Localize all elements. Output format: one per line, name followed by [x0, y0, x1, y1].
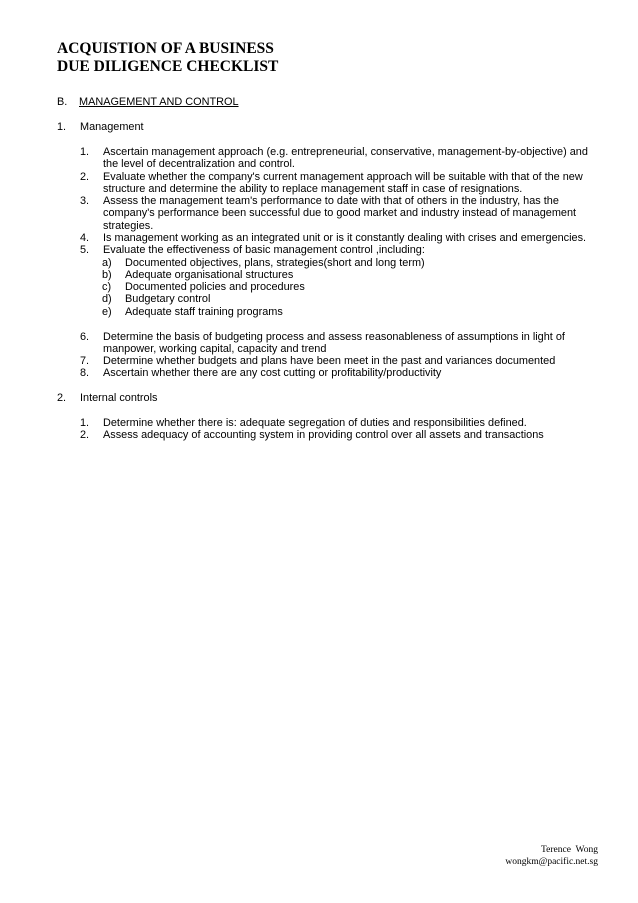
item-text: Evaluate whether the company's current management approach will be suitable with that of the new structure and determine the ability to replace management staff in case of resignations.: [103, 171, 583, 196]
item-number: 2.: [80, 429, 90, 441]
subsection-internal-controls: [57, 392, 157, 404]
subsection-management: [57, 121, 144, 133]
section-number: B.: [57, 96, 68, 108]
author-email: wongkm@pacific.net.sg: [505, 857, 598, 867]
author-name: Terence Wong: [541, 845, 598, 855]
list-item: [80, 331, 602, 356]
item-text: Determine whether budgets and plans have been meet in the past and variances documented: [103, 355, 556, 367]
item-number: 1.: [80, 146, 90, 158]
item-text: Is management working as an integrated unit or is it constantly dealing with crises and emergencies.: [103, 232, 587, 244]
list-item: [80, 429, 602, 441]
item-number: 3.: [80, 195, 90, 207]
item-text: Evaluate the effectiveness of basic management control ,including:: [103, 244, 425, 256]
sub-list-item: [102, 293, 210, 305]
sub-list-item: [102, 306, 283, 318]
title-line-1: ACQUISTION OF A BUSINESS: [57, 40, 274, 57]
sub-item-text: Budgetary control: [125, 293, 211, 305]
section-label: MANAGEMENT AND CONTROL: [79, 96, 239, 108]
item-text: Ascertain management approach (e.g. entrepreneurial, conservative, management-by-objective) and the level of decentralization and control.: [103, 146, 588, 171]
subsection-label: Internal controls: [80, 392, 158, 404]
item-text: Assess adequacy of accounting system in providing control over all assets and transactions: [103, 429, 544, 441]
list-item: [80, 146, 602, 171]
sub-item-letter: c): [102, 281, 112, 293]
list-item: [80, 195, 602, 232]
subsection-number: 1.: [57, 121, 67, 133]
title-line-2: DUE DILIGENCE CHECKLIST: [57, 58, 279, 75]
list-item: [80, 367, 602, 379]
subsection-label: Management: [80, 121, 144, 133]
sub-list-item: [102, 257, 425, 269]
item-number: 1.: [80, 417, 90, 429]
sub-item-text: Adequate staff training programs: [125, 306, 283, 318]
item-number: 5.: [80, 244, 90, 256]
item-text: Assess the management team's performance to date with that of others in the industry, has the company's performance been successful due to good market and industry instead of management strategies.: [103, 195, 577, 232]
item-number: 4.: [80, 232, 90, 244]
sub-item-letter: e): [102, 306, 112, 318]
sub-item-text: Documented policies and procedures: [125, 281, 305, 293]
item-text: Determine whether there is: adequate segregation of duties and responsibilities defined.: [103, 417, 527, 429]
item-text: Determine the basis of budgeting process and assess reasonableness of assumptions in light of manpower, working capital, capacity and trend: [103, 331, 565, 356]
list-item: [80, 355, 602, 367]
sub-list-item: [102, 281, 305, 293]
item-number: 6.: [80, 331, 90, 343]
item-number: 8.: [80, 367, 90, 379]
sub-item-text: Adequate organisational structures: [125, 269, 294, 281]
sub-item-letter: b): [102, 269, 112, 281]
subsection-number: 2.: [57, 392, 67, 404]
section-heading: [57, 96, 239, 108]
sub-list-item: [102, 269, 293, 281]
item-number: 2.: [80, 171, 90, 183]
item-text: Ascertain whether there are any cost cutting or profitability/productivity: [103, 367, 442, 379]
list-item: [80, 244, 602, 256]
list-item: [80, 232, 602, 244]
document-title: [57, 40, 278, 76]
sub-item-text: Documented objectives, plans, strategies(short and long term): [125, 257, 425, 269]
sub-item-letter: a): [102, 257, 112, 269]
list-item: [80, 417, 602, 429]
list-item: [80, 171, 602, 196]
author-footer: [505, 844, 598, 868]
item-number: 7.: [80, 355, 90, 367]
sub-item-letter: d): [102, 293, 112, 305]
